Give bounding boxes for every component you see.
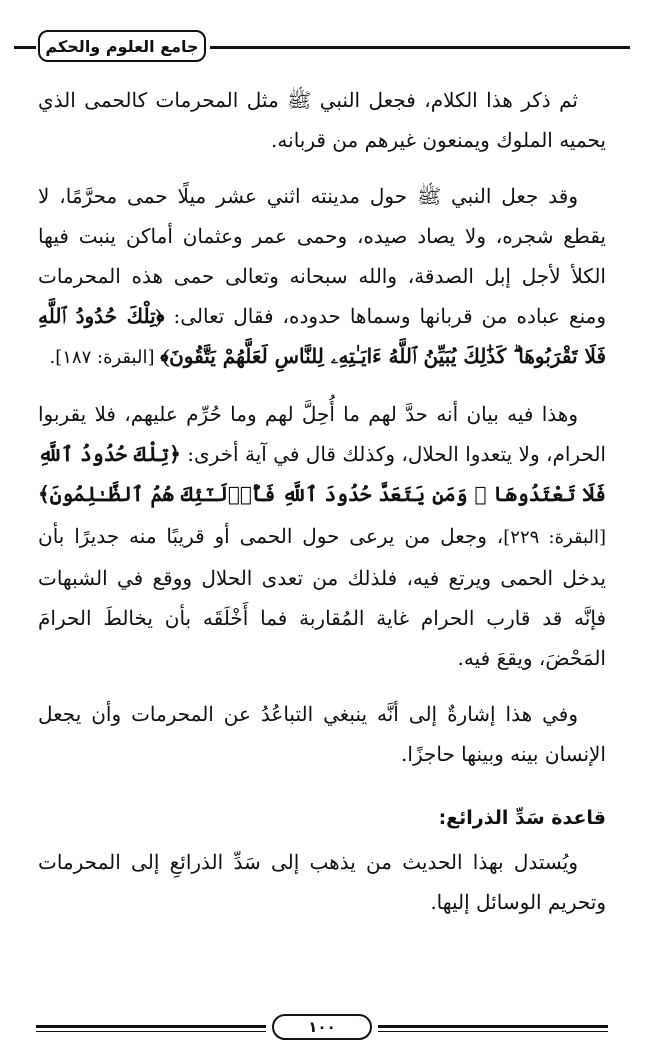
paragraph-2	[38, 176, 606, 378]
paragraph-3-text-a: وهذا فيه بيان أنه حدَّ لهم ما أُحِلَّ لهم وما حُرِّم عليهم، فلا يقربوا الحرام، ولا يتعدوا الحلال، وكذلك قال في آية أخرى:	[38, 402, 606, 466]
paragraph-1	[38, 80, 606, 160]
page-footer	[36, 1012, 608, 1042]
paragraph-2-text: وقد جعل النبي ﷺ حول مدينته اثني عشر ميلًا حمى محرَّمًا، لا يقطع شجره، ولا يصاد صيده، وحمى عمر وعثمان أماكن ينبت فيها الكلأ لأجل إبل الصدقة، والله سبحانه وتعالى حمى هذه المحرمات ومنع عباده من قربانها وسماها حدوده، فقال تعالى:	[38, 184, 606, 328]
paragraph-1-text: ثم ذكر هذا الكلام، فجعل النبي ﷺ مثل المحرمات كالحمى الذي يحميه الملوك ويمنعون غيرهم من قربانه.	[38, 88, 606, 152]
page-body	[38, 80, 606, 938]
header-rule-right	[210, 46, 630, 49]
header-rule-left	[14, 46, 36, 49]
footer-rule-left-thin	[36, 1031, 266, 1032]
paragraph-3	[38, 394, 606, 678]
paragraph-5-text: ويُستدل بهذا الحديث من يذهب إلى سَدِّ الذرائعِ إلى المحرمات وتحريم الوسائل إليها.	[38, 850, 606, 914]
verse-reference-2: [البقرة: ٢٢٩]	[503, 527, 606, 548]
footer-rule-right-thin	[378, 1031, 608, 1032]
quran-verse-2: ﴿تِلْكَ حُدُودُ ٱللَّهِ فَلَا تَعْتَدُوهَا ۚ وَمَن يَتَعَدَّ حُدُودَ ٱللَّهِ فَأُو۟لَـٰٓئِكَ هُمُ ٱلظَّـٰلِمُونَ﴾	[38, 442, 606, 506]
section-heading: قاعدة سَدِّ الذرائع:	[438, 807, 606, 829]
paragraph-3-text-b: ، وجعل من يرعى حول الحمى أو قريبًا منه جديرًا بأن يدخل الحمى ويرتع فيه، فلذلك من تعدى الحلال ووقع في الشبهات فإنَّه قد قارب الحرام غاية المُقاربة فما أَخْلَقَه بأن يخالطَ الحرامَ المَحْضَ، ويقعَ فيه.	[38, 524, 606, 670]
verse-reference-1: [البقرة: ١٨٧].	[49, 347, 161, 368]
page-number-box	[272, 1014, 372, 1040]
page-header	[14, 28, 630, 68]
footer-rule-right-thick	[378, 1025, 608, 1028]
book-title: جامع العلوم والحكم	[45, 36, 199, 56]
page-number: ١٠٠	[308, 1018, 336, 1036]
header-title-box	[38, 30, 206, 62]
quran-verse-1: ﴿تِلْكَ حُدُودُ ٱللَّهِ فَلَا تَقْرَبُوهَا ۗ كَذَٰلِكَ يُبَيِّنُ ٱللَّهُ ءَايَـٰتِهِۦ لِلنَّاسِ لَعَلَّهُمْ يَتَّقُونَ﴾	[38, 304, 606, 368]
footer-rule-left-thick	[36, 1025, 266, 1028]
paragraph-4-text: وفي هذا إشارةٌ إلى أنَّه ينبغي التباعُدُ عن المحرمات وأن يجعل الإنسان بينه وبينها حاجزًا.	[38, 702, 606, 766]
paragraph-4	[38, 694, 606, 774]
paragraph-5	[38, 842, 606, 922]
